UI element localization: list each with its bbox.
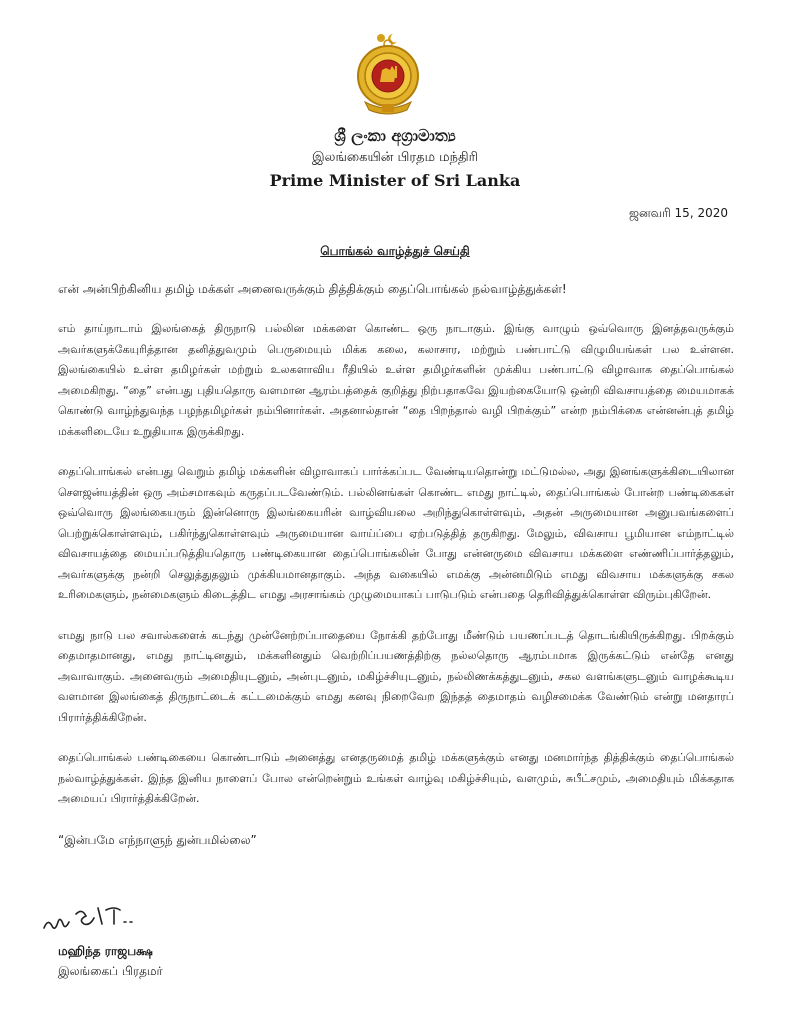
letterhead-tamil-title: இலங்கையின் பிரதம மந்திரி [312,150,478,165]
closing-quote: “இன்பமே எந்நாளுந் துன்பமில்லை” [58,832,257,847]
letter-title: பொங்கல் வாழ்த்துச் செய்தி [320,244,470,258]
paragraph-1: எம் தாய்நாடாம் இலங்கைத் திருநாடு பல்லின மக்களை கொண்ட ஒரு நாடாகும். இங்கு வாழும் ஒவ்வொரு இனத்தவருக்கும் அவர்களுக்கேயுரித்தான தனித்துவமும் பெருமையும் மிக்க கலை, கலாசார, மற்றும் பண்பாட்டு விழுமியங்கள் பல உள்ளன. இலங்கையில் உள்ள தமிழர்கள் மற்றும் உலகளாவிய ரீதியில் உள்ள தமிழர்களின் முக்கிய பண்பாட்டு விழாவாக தைப்பொங்கல் அமைகிறது. “தை” என்பது புதியதொரு வளமான ஆரம்பத்தைக் குறித்து நிற்பதாகவே இயற்கையோடு ஒன்றி விவசாயத்தை மையமாகக் கொண்டு வாழ்ந்துவந்த பழந்தமிழர்கள் நம்பினார்கள். அதனால்தான் “தை பிறந்தால் வழி பிறக்கும்” என்ற நம்பிக்கை என்னன்புத் தமிழ் மக்களிடையே உறுதியாக இருக்கிறது. [58,322,734,438]
paragraph-2: தைப்பொங்கல் என்பது வெறும் தமிழ் மக்களின் விழாவாகப் பார்க்கப்பட வேண்டியதொன்று மட்டுமல்ல, அது இனங்களுக்கிடையிலான சௌஜன்யத்தின் ஒரு அம்சமாகவும் கருதப்படவேண்டும். பல்லினங்கள் கொண்ட எமது நாட்டில், தைப்பொங்கல் போன்ற பண்டிகைகள் ஒவ்வொரு இலங்கையரும் இன்னொரு இலங்கையரின் வாழ்வியலை அறிந்துகொள்ளவும், அதன் அருமையான அனுபவங்களைப் பெற்றுக்கொள்ளவும், பகிர்ந்துகொள்ளவும் அருமையான வாய்ப்பை ஏற்படுத்தித் தருகிறது. மேலும், விவசாய பூமியான எம்நாட்டில் விவசாயத்தை மையப்படுத்தியதொரு பண்டிகையான தைப்பொங்கலின் போது என்னருமை விவசாய மக்களை எண்ணிப்பார்த்தலும், அவர்களுக்கு நன்றி செலுத்துதலும் முக்கியமானதாகும். அந்த வகையில் எமக்கு அன்னமிடும் எமது விவசாய மக்களுக்கு சகல உரிமைகளும், நன்மைகளும் கிடைத்திட எமது அரசாங்கம் முழுமையாகப் பாடுபடும் என்பதை தெரிவித்துக்கொள்ள விரும்புகிறேன். [58,465,734,601]
sri-lanka-emblem-icon [355,30,421,116]
handwritten-signature-icon [40,900,150,940]
letterhead-sinhala-title: ශ්‍රී ලංකා අග්‍රාමාත්‍ය [334,126,456,145]
paragraph-3: எமது நாடு பல சவால்களைக் கடந்து முன்னேற்றப்பாதையை நோக்கி தற்போது மீண்டும் பயணப்படத் தொடங்கியிருக்கிறது. பிறக்கும் தைமாதமானது, எமது நாட்டினதும், மக்களினதும் வெற்றிப்பயணத்திற்கு நல்லதொரு ஆரம்பமாக இருக்கட்டும் என்தே எனது அவாவாகும். அனைவரும் அமைதியுடனும், அன்புடனும், மகிழ்ச்சியுடனும், நல்லிணக்கத்துடனும், சகல வளங்களுடனும் வாழக்கூடிய வளமான இலங்கைத் திருநாட்டைக் கட்டமைக்கும் எமது கனவு நிறைவேற இந்தத் தைமாதம் வழிசமைக்க வேண்டும் என்று மனதாரப் பிரார்த்திக்கிறேன். [58,628,734,724]
letterhead-english-title: Prime Minister of Sri Lanka [269,171,521,190]
signer-role: இலங்கைப் பிரதமர் [58,964,163,978]
letter-body [58,279,734,850]
paragraph-4: தைப்பொங்கல் பண்டிகையை கொண்டாடும் அனைத்து எனதருமைத் தமிழ் மக்களுக்கும் எனது மனமார்ந்த தித்திக்கும் தைப்பொங்கல் நல்வாழ்த்துக்கள். இந்த இனிய நாளைப் போல என்றென்றும் உங்கள் வாழ்வு மகிழ்ச்சியும், வளமும், சுபீட்சமும், அமைதியும் மிக்கதாக அமையப் பிரார்த்திக்கிறேன். [58,751,734,805]
signer-name: மஹிந்த ராஜபக்ஷ [58,944,153,958]
greeting: என் அன்பிற்கினிய தமிழ் மக்கள் அனைவருக்கும் தித்திக்கும் தைப்பொங்கல் நல்வாழ்த்துக்கள்! [58,282,567,296]
letter-date: ஜனவரி 15, 2020 [628,206,728,220]
